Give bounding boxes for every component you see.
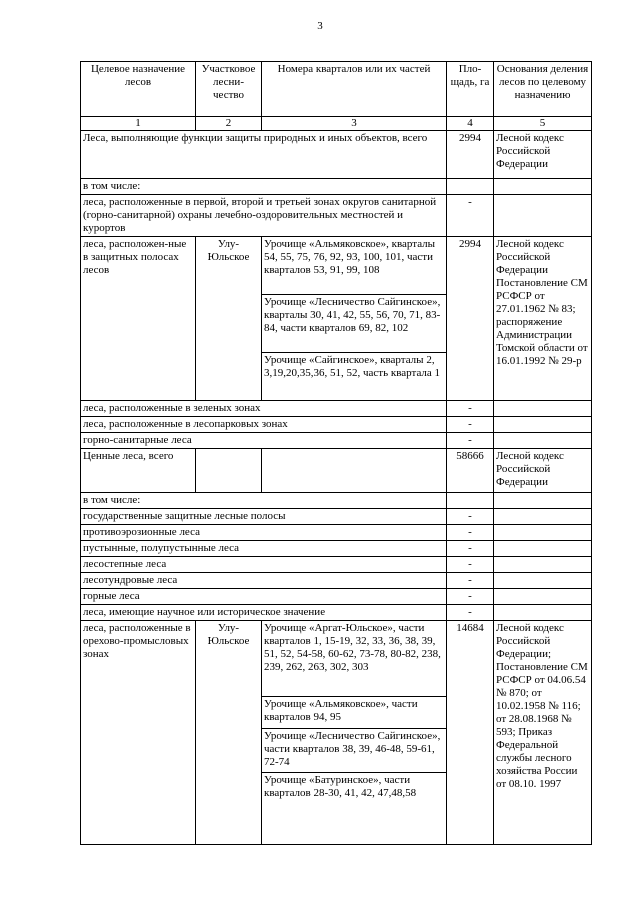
row-area: - <box>447 605 494 621</box>
table-row <box>81 557 592 573</box>
table-row <box>81 433 592 449</box>
row-name: леса, расположенные в орехово-промысловых зонах <box>81 621 196 845</box>
table-row <box>81 493 592 509</box>
col-number: 4 <box>447 117 494 131</box>
table-row <box>81 605 592 621</box>
row-name: леса, расположенные в зеленых зонах <box>81 401 447 417</box>
header-area: Пло-щадь, га <box>447 62 494 117</box>
row-area: - <box>447 573 494 589</box>
row-area: 2994 <box>447 237 494 401</box>
table-row <box>81 573 592 589</box>
col-number: 2 <box>196 117 262 131</box>
row-quarters: Урочище «Альмяковское», кварталы 54, 55, 75, 76, 92, 93, 100, 101, части кварталов 53, 91, 99, 108 <box>262 237 447 295</box>
table-row <box>81 401 592 417</box>
row-basis: Лесной кодекс Российской Федерации Постановление СМ РСФСР от 27.01.1962 № 83; распоряжение Администрации Томской области от 16.01.1992 № 29-р <box>494 237 592 401</box>
row-name: в том числе: <box>81 179 447 195</box>
table-row <box>81 449 592 493</box>
row-name: государственные защитные лесные полосы <box>81 509 447 525</box>
row-name: лесостепные леса <box>81 557 447 573</box>
table-row <box>81 621 592 697</box>
row-quarters: Урочище «Батуринское», части кварталов 28-30, 41, 42, 47,48,58 <box>262 773 447 845</box>
header-purpose: Целевое назначение лесов <box>81 62 196 117</box>
row-area: - <box>447 195 494 237</box>
table-row <box>81 195 592 237</box>
table-row <box>81 237 592 295</box>
table-row <box>81 417 592 433</box>
row-basis: Лесной кодекс Российской Федерации <box>494 449 592 493</box>
col-number: 3 <box>262 117 447 131</box>
row-quarters: Урочище «Сайгинское», кварталы 2, 3,19,20,35,36, 51, 52, часть квартала 1 <box>262 353 447 401</box>
row-name: Ценные леса, всего <box>81 449 196 493</box>
header-quarters: Номера кварталов или их частей <box>262 62 447 117</box>
header-district: Участковое лесни-чество <box>196 62 262 117</box>
row-name: горно-санитарные леса <box>81 433 447 449</box>
row-name: Леса, выполняющие функции защиты природных и иных объектов, всего <box>81 131 447 179</box>
row-area: - <box>447 433 494 449</box>
row-area: - <box>447 401 494 417</box>
page-number: 3 <box>317 20 323 32</box>
col-number: 5 <box>494 117 592 131</box>
forest-purpose-table <box>80 61 592 845</box>
row-name: лесотундровые леса <box>81 573 447 589</box>
row-quarters: Урочище «Лесничество Сайгинское», кварталы 30, 41, 42, 55, 56, 70, 71, 83-84, части кварталов 69, 82, 102 <box>262 295 447 353</box>
row-district: Улу-Юльское <box>196 237 262 401</box>
row-quarters: Урочище «Альмяковское», части кварталов 94, 95 <box>262 697 447 729</box>
row-basis: Лесной кодекс Российской Федерации <box>494 131 592 179</box>
row-name: горные леса <box>81 589 447 605</box>
row-name: пустынные, полупустынные леса <box>81 541 447 557</box>
row-area: - <box>447 509 494 525</box>
row-area: 58666 <box>447 449 494 493</box>
table-row <box>81 541 592 557</box>
table-row <box>81 131 592 179</box>
row-quarters: Урочище «Лесничество Сайгинское», части кварталов 38, 39, 46-48, 59-61, 72-74 <box>262 729 447 773</box>
row-name: леса, расположенные в лесопарковых зонах <box>81 417 447 433</box>
header-row <box>81 62 592 117</box>
col-number: 1 <box>81 117 196 131</box>
row-name: леса, расположенные в первой, второй и третьей зонах округов санитарной (горно-санитарной) охраны лечебно-оздоровительных местностей и курортов <box>81 195 447 237</box>
table-row <box>81 525 592 541</box>
row-area: - <box>447 557 494 573</box>
row-area: - <box>447 417 494 433</box>
row-district: Улу-Юльское <box>196 621 262 845</box>
header-basis: Основания деления лесов по целевому назначению <box>494 62 592 117</box>
table-row <box>81 179 592 195</box>
row-name: леса, имеющие научное или историческое значение <box>81 605 447 621</box>
row-name: леса, расположен-ные в защитных полосах лесов <box>81 237 196 401</box>
row-area: 2994 <box>447 131 494 179</box>
row-area: 14684 <box>447 621 494 845</box>
row-quarters: Урочище «Аргат-Юльское», части кварталов 1, 15-19, 32, 33, 36, 38, 39, 51, 52, 54-58, 60-62, 73-78, 80-82, 238, 239, 262, 263, 302, 303 <box>262 621 447 697</box>
column-numbers-row <box>81 117 592 131</box>
row-name: в том числе: <box>81 493 447 509</box>
table-row <box>81 589 592 605</box>
table-row <box>81 509 592 525</box>
row-area: - <box>447 589 494 605</box>
row-basis: Лесной кодекс Российской Федерации; Постановление СМ РСФСР от 04.06.54 № 870; от 10.02.1958 № 116; от 28.08.1968 № 593; Приказ Федеральной службы лесного хозяйства России от 08.10. 1997 <box>494 621 592 845</box>
row-area: - <box>447 541 494 557</box>
row-name: противоэрозионные леса <box>81 525 447 541</box>
row-area: - <box>447 525 494 541</box>
